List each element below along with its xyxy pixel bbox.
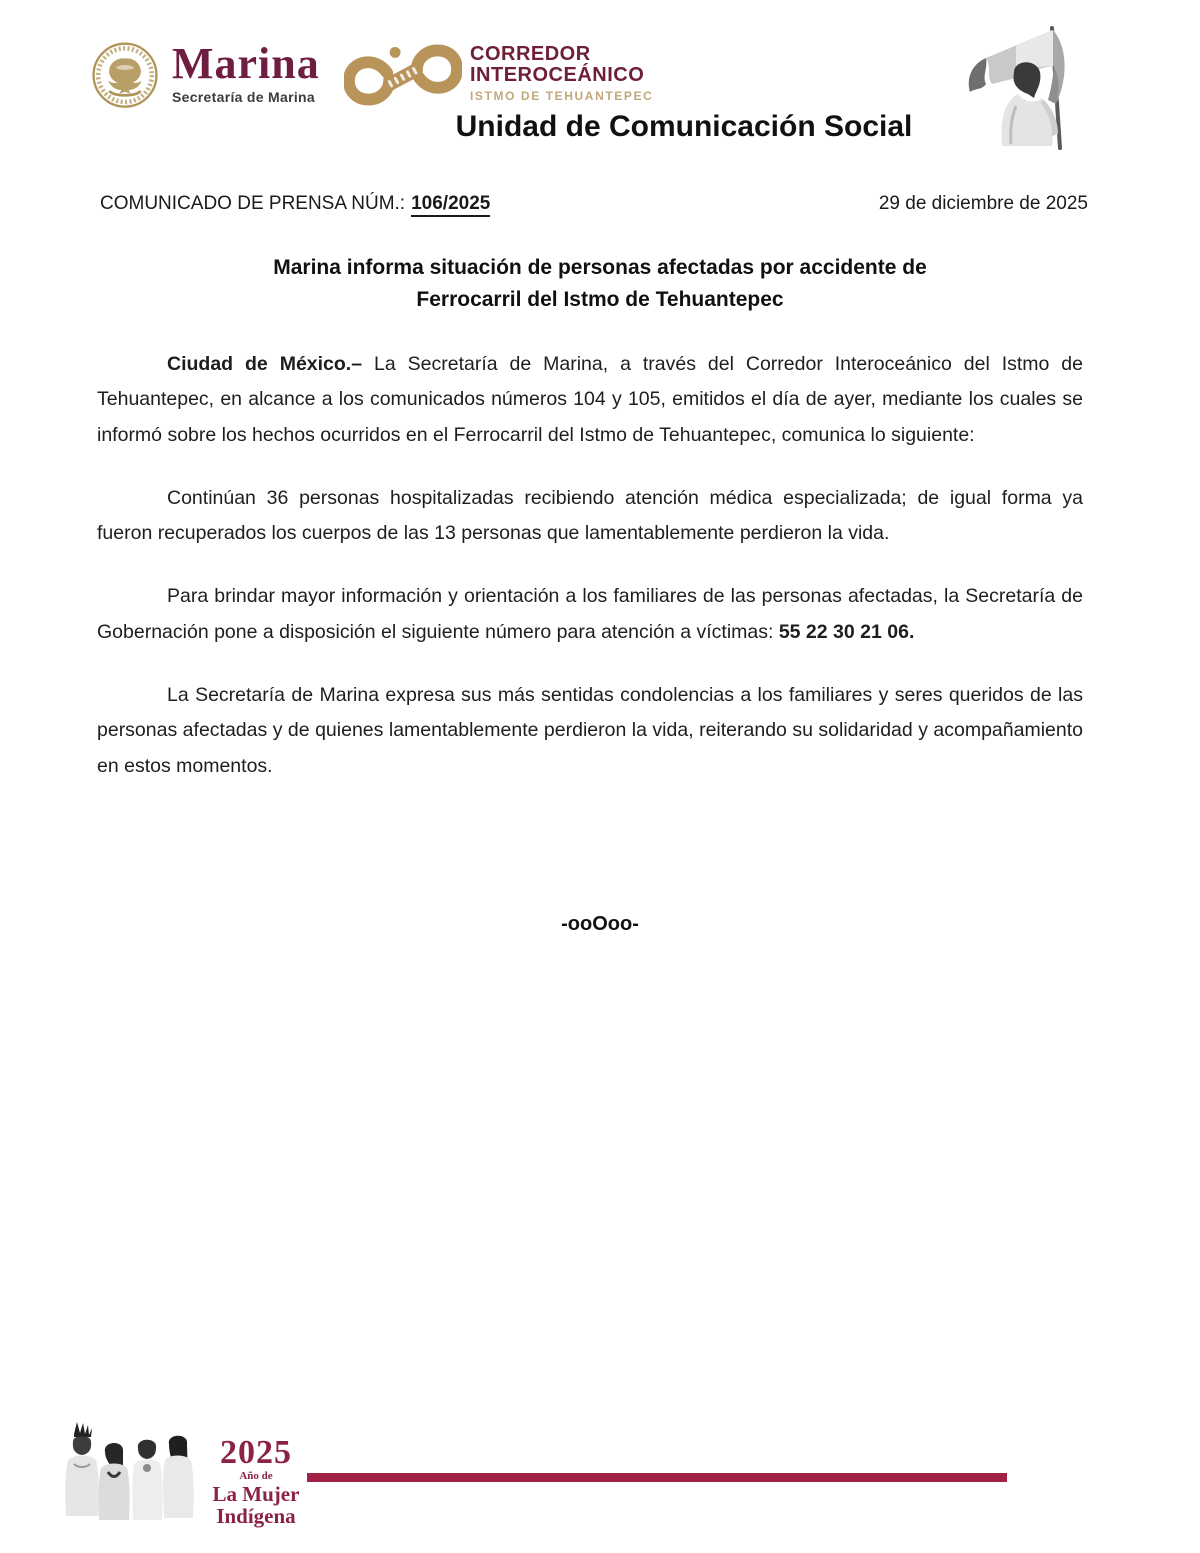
ciit-text-block (470, 42, 653, 103)
footer-sub1: Año de (239, 1470, 273, 1482)
ciit-infinity-knot-icon (344, 42, 462, 108)
mexican-eagle-seal-icon (88, 40, 162, 114)
paragraph-3-text: Para brindar mayor información y orientación a los familiares de las personas afectadas, la Secretaría de Gobernación pone a disposición el siguiente número para atención a víctimas: (97, 585, 1083, 643)
unit-title: Unidad de Comunicación Social (455, 110, 913, 143)
document-title-line2: Ferrocarril del Istmo de Tehuantepec (416, 288, 784, 311)
paragraph-2-text: Continúan 36 personas hospitalizadas recibiendo atención médica especializada; de igual forma ya fueron recuperados los cuerpos de las 13 personas que lamentablemente perdieron la vida. (97, 486, 1083, 545)
ciit-line3: ISTMO DE TEHUANTEPEC (470, 89, 654, 103)
victim-hotline-number: 55 22 30 21 06. (778, 620, 915, 643)
paragraph-1 (97, 347, 1083, 453)
footer-sub3: Indígena (216, 1504, 296, 1528)
paragraph-1-text: La Secretaría de Marina, a través del Corredor Interoceánico del Istmo de Tehuantepec, en alcance a los comunicados números 104 y 105, emitidos el día de ayer, mediante los cuales se informó sobre los hechos ocurridos en el Ferrocarril del Istmo de Tehuantepec, comunica lo siguiente: (97, 353, 1084, 446)
release-number: 106/2025 (411, 193, 490, 217)
footer-year: 2025 (220, 1434, 292, 1471)
footer-year-block (200, 1434, 312, 1528)
marina-logo (88, 40, 320, 114)
four-indigenous-women-image (52, 1420, 202, 1538)
footer-accent-rule (307, 1473, 1007, 1482)
marina-wordmark: Marina (172, 39, 320, 88)
paragraph-1-lead: Ciudad de México.– (167, 353, 363, 375)
document-title (140, 252, 1060, 316)
ciit-line2: INTEROCEÁNICO (470, 64, 645, 86)
press-release-meta (100, 193, 1088, 215)
closing-mark: -ooOoo- (561, 913, 639, 935)
marina-wordmark-block (172, 40, 320, 105)
body-text (97, 347, 1083, 812)
release-line (100, 193, 490, 215)
release-label: COMUNICADO DE PRENSA NÚM.: (100, 193, 406, 214)
paragraph-4-text: La Secretaría de Marina expresa sus más sentidas condolencias a los familiares y seres queridos de las personas afectadas y de quienes lamentablemente perdieron la vida, reiterando su solidaridad y acompañamiento en estos momentos. (97, 684, 1083, 777)
ciit-line1: CORREDOR (470, 43, 591, 65)
paragraph-4 (97, 678, 1083, 784)
paragraph-3 (97, 579, 1083, 650)
document-title-line1: Marina informa situación de personas afectadas por accidente de (273, 256, 927, 279)
footer-sub2: La Mujer (212, 1482, 300, 1506)
corredor-interoceanico-logo (344, 42, 653, 108)
release-date: 29 de diciembre de 2025 (878, 193, 1088, 214)
marina-tagline: Secretaría de Marina (172, 89, 315, 105)
paragraph-2 (97, 481, 1083, 552)
